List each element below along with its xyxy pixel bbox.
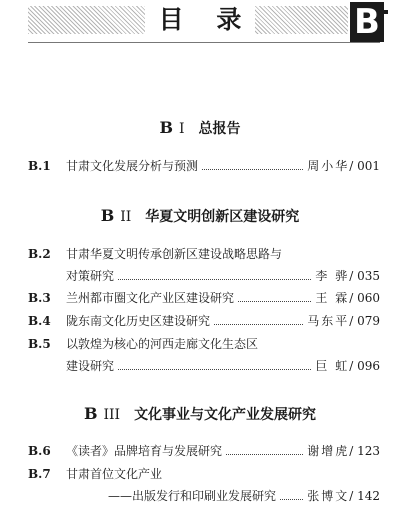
entry-leader-line [66, 158, 380, 174]
book-series-badge: B [350, 2, 384, 42]
dot-leader [238, 291, 311, 302]
entry-page: / 142 [349, 489, 380, 503]
section-title: 华夏文明创新区建设研究 [145, 209, 300, 225]
entry-page: / 123 [349, 444, 380, 458]
section-mark: B [83, 404, 98, 423]
entry-author: 李 骅 [315, 269, 350, 283]
entry-page: / 096 [349, 359, 380, 373]
entry-leader-line [66, 443, 380, 459]
entry-leader-line [108, 488, 380, 504]
entry-author: 谢增虎 [307, 444, 350, 458]
entry-page: / 060 [349, 291, 380, 305]
section-title: 文化事业与文化产业发展研究 [134, 407, 317, 423]
entry-author: 马东平 [307, 314, 350, 328]
entry-leader-line [66, 268, 380, 284]
dot-leader [118, 269, 311, 280]
entry-title-line1: 甘肃华夏文明传承创新区建设战略思路与 [66, 247, 283, 261]
entry-page: / 001 [349, 159, 380, 173]
section-numeral: III [103, 407, 121, 423]
page-header [0, 0, 400, 58]
section-heading-1 [0, 118, 400, 138]
entry-title: 《读者》品牌培育与发展研究 [66, 444, 223, 458]
entry-code: B.4 [28, 314, 51, 328]
entry-author: 周小华 [307, 159, 350, 173]
entry-title: 陇东南文化历史区建设研究 [66, 314, 211, 328]
dot-leader [280, 489, 303, 500]
entry-leader-line [66, 290, 380, 306]
entry-title-line2: 对策研究 [66, 269, 115, 283]
entry-leader-line [66, 358, 380, 374]
entry-code: B.1 [28, 159, 51, 173]
section-numeral: II [120, 209, 132, 225]
dot-leader [118, 359, 311, 370]
entry-code: B.6 [28, 444, 51, 458]
entry-title-line2: 建设研究 [66, 359, 115, 373]
dot-leader [214, 314, 303, 325]
entry-title: 兰州都市圈文化产业区建设研究 [66, 291, 235, 305]
entry-code: B.3 [28, 291, 51, 305]
entry-title-line1: 以敦煌为核心的河西走廊文化生态区 [66, 337, 259, 351]
section-heading-2 [0, 206, 400, 226]
section-mark: B [159, 118, 173, 137]
entry-page: / 079 [349, 314, 380, 328]
entry-author: 王 霖 [315, 291, 350, 305]
entry-leader-line [66, 313, 380, 329]
entry-title-line2: ——出版发行和印刷业发展研究 [108, 489, 277, 503]
dot-leader [202, 159, 303, 170]
entry-code: B.5 [28, 337, 51, 351]
section-numeral: I [179, 121, 185, 137]
entry-author: 张博文 [307, 489, 350, 503]
entry-page: / 035 [349, 269, 380, 283]
dot-leader [226, 444, 303, 455]
entry-title: 甘肃文化发展分析与预测 [66, 159, 199, 173]
entry-code: B.7 [28, 467, 51, 481]
section-heading-3 [0, 404, 400, 424]
header-rule [28, 42, 380, 43]
section-title: 总报告 [198, 121, 241, 137]
section-mark: B [100, 206, 115, 225]
entry-author: 巨 虹 [315, 359, 350, 373]
page-title: 目 录 [0, 5, 400, 35]
entry-code: B.2 [28, 247, 51, 261]
entry-title-line1: 甘肃首位文化产业 [66, 467, 163, 481]
